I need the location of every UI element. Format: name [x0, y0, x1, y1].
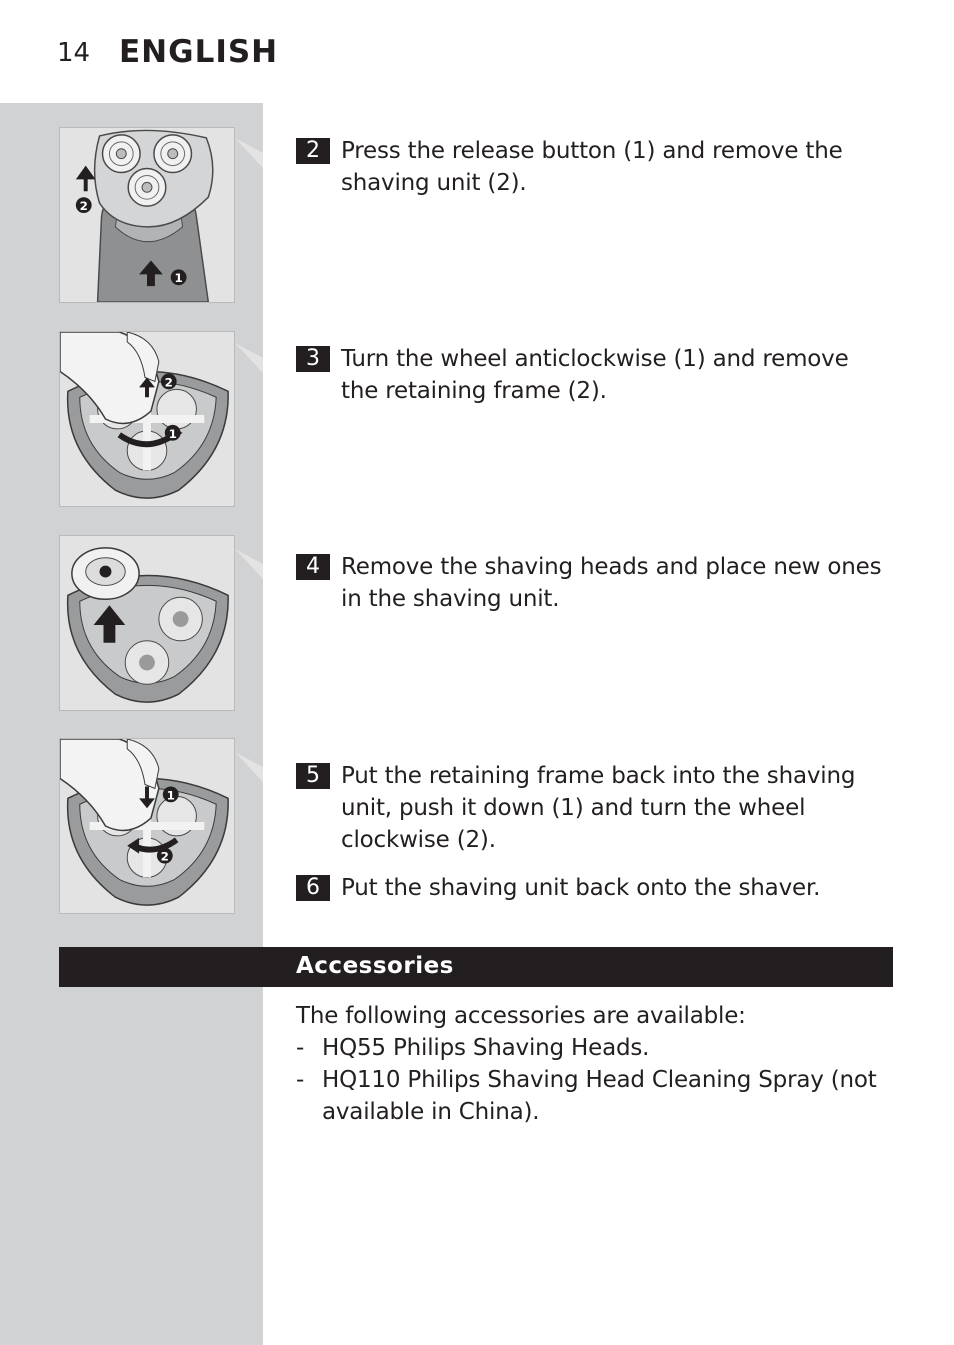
svg-text:1: 1: [168, 426, 177, 441]
step-number: 4: [296, 554, 330, 580]
list-bullet: -: [296, 1067, 305, 1093]
step-number: 6: [296, 875, 330, 901]
list-bullet: -: [296, 1035, 305, 1061]
accessories-content: [296, 1000, 896, 1128]
step-number: 3: [296, 346, 330, 372]
illustration-pointer: [235, 138, 263, 168]
section-heading-bar: [59, 947, 893, 987]
list-item: [296, 1064, 896, 1128]
svg-text:1: 1: [166, 788, 175, 803]
accessories-list: [296, 1032, 896, 1128]
language-heading: ENGLISH: [119, 34, 279, 70]
page-number: 14: [57, 38, 91, 68]
list-item: [296, 1032, 896, 1064]
illustration-pointer: [235, 549, 263, 579]
step-text: Turn the wheel anticlockwise (1) and remove the retaining frame (2).: [341, 346, 849, 404]
svg-text:2: 2: [160, 849, 169, 864]
callout-1: 1: [174, 271, 183, 286]
step-number: 5: [296, 763, 330, 789]
illustration-pointer: [235, 752, 263, 782]
step-number: 2: [296, 138, 330, 164]
illustration-replace-retaining-frame: [59, 738, 235, 914]
step-text: Press the release button (1) and remove the shaving unit (2).: [341, 138, 843, 196]
step-text: Put the retaining frame back into the shaving unit, push it down (1) and turn the wheel clockwise (2).: [341, 763, 856, 853]
svg-text:2: 2: [164, 375, 173, 390]
illustration-remove-shaving-unit: [59, 127, 235, 303]
section-heading-left: [60, 948, 262, 986]
list-item-text: HQ55 Philips Shaving Heads.: [322, 1035, 650, 1061]
illustration-replace-shaving-heads: [59, 535, 235, 711]
illustration-pointer: [235, 343, 263, 373]
illustration-remove-retaining-frame: [59, 331, 235, 507]
step-text: Remove the shaving heads and place new ones in the shaving unit.: [341, 554, 882, 612]
list-item-text: HQ110 Philips Shaving Head Cleaning Spray (not available in China).: [322, 1067, 877, 1125]
step-text: Put the shaving unit back onto the shaver.: [341, 875, 821, 901]
callout-2: 2: [79, 199, 88, 214]
section-title: Accessories: [296, 953, 454, 979]
accessories-intro: The following accessories are available:: [296, 1003, 746, 1029]
